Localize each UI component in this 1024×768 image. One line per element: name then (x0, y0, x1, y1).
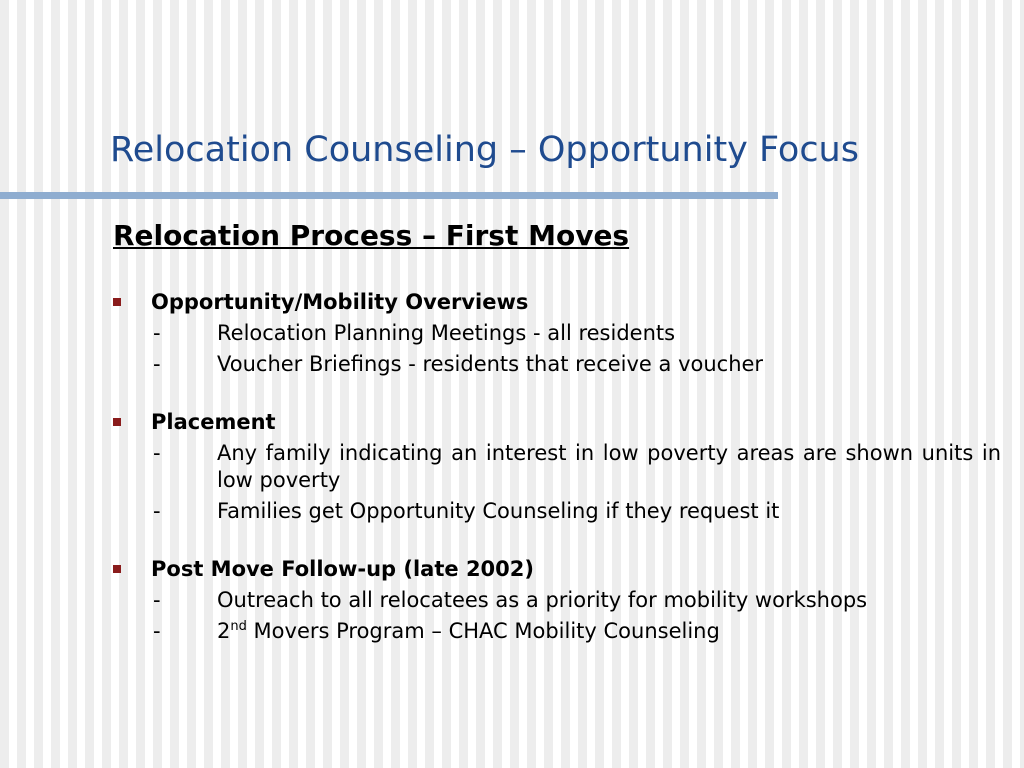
list-item-text: Outreach to all relocatees as a priority for mobility workshops (217, 588, 868, 612)
dash-marker: - (153, 499, 161, 523)
slide-body (113, 286, 1003, 673)
list-item-text: Families get Opportunity Counseling if they request it (217, 499, 780, 523)
ordinal-suffix: nd (230, 619, 247, 634)
list-item-text: Voucher Briefings - residents that receive a voucher (217, 352, 764, 376)
bullet-heading: Opportunity/Mobility Overviews (151, 290, 529, 314)
section-placement (113, 406, 1003, 527)
square-bullet-icon (113, 418, 121, 426)
bullet-heading: Post Move Follow-up (late 2002) (151, 557, 534, 581)
list-item-text (217, 618, 1001, 645)
list-item (113, 496, 1003, 527)
list-item (113, 349, 1003, 380)
ordinal-number: 2 (217, 619, 231, 643)
list-item-text: Any family indicating an interest in low poverty areas are shown units in low poverty (217, 441, 1001, 492)
dash-marker: - (153, 441, 161, 465)
title-divider (0, 192, 778, 199)
square-bullet-icon (113, 298, 121, 306)
section-post-move (113, 553, 1003, 647)
dash-marker: - (153, 321, 161, 345)
list-item (113, 438, 1003, 496)
slide-subtitle: Relocation Process – First Moves (113, 219, 630, 252)
dash-marker: - (153, 352, 161, 376)
square-bullet-icon (113, 565, 121, 573)
bullet-row (113, 286, 1003, 318)
list-item (113, 318, 1003, 349)
dash-marker: - (153, 588, 161, 612)
bullet-heading: Placement (151, 410, 276, 434)
dash-marker: - (153, 619, 161, 643)
list-item-text: Relocation Planning Meetings - all residents (217, 321, 676, 345)
bullet-row (113, 406, 1003, 438)
list-item (113, 585, 1003, 616)
slide-title: Relocation Counseling – Opportunity Focus (110, 130, 859, 170)
section-overviews (113, 286, 1003, 380)
bullet-row (113, 553, 1003, 585)
list-item-text-rest: Movers Program – CHAC Mobility Counseling (246, 619, 720, 643)
list-item (113, 616, 1003, 647)
